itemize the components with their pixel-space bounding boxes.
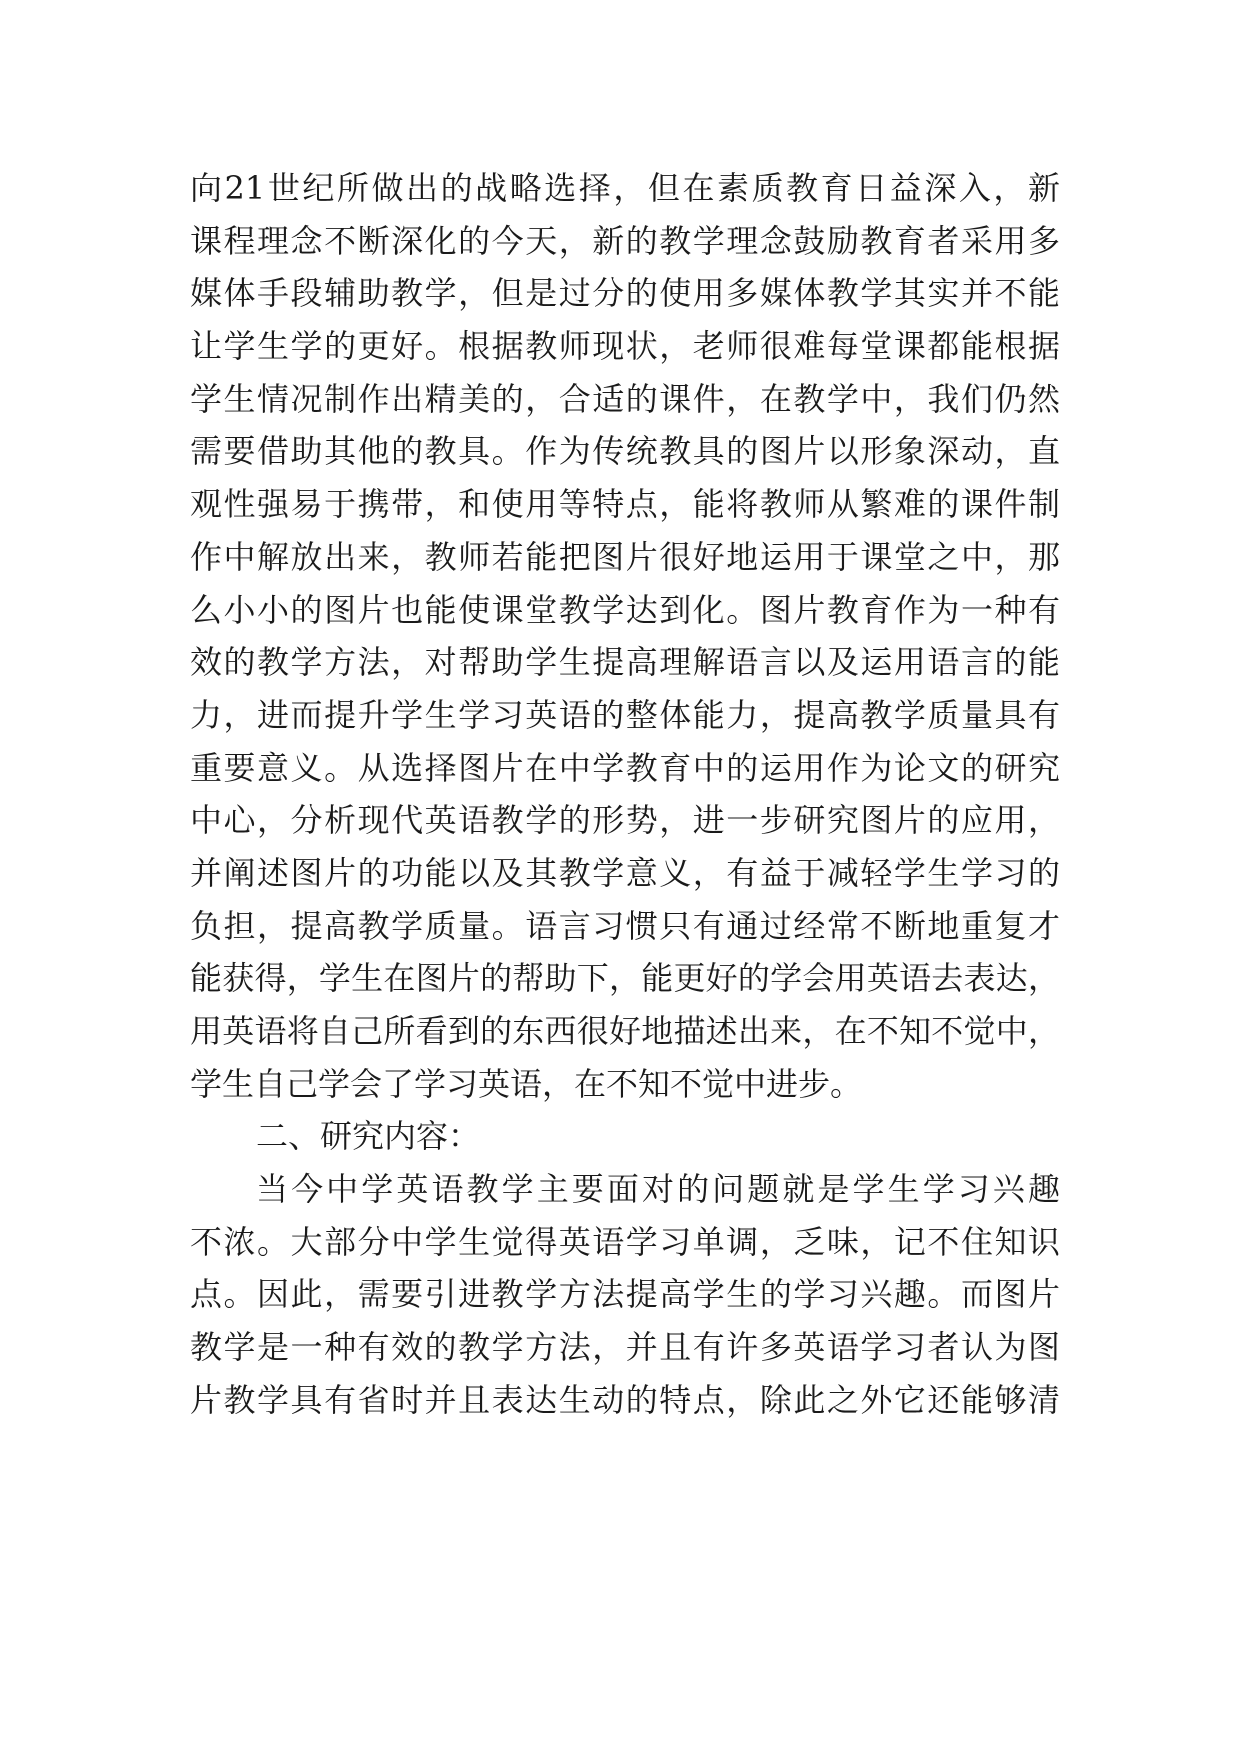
text-line: 能获得，学生在图片的帮助下，能更好的学会用英语去表达， — [190, 959, 1060, 998]
text-line: 媒体手段辅助教学，但是过分的使用多媒体教学其实并不能 — [190, 274, 1060, 313]
text-line: 教学是一种有效的教学方法，并且有许多英语学习者认为图 — [190, 1328, 1060, 1367]
text-line: 课程理念不断深化的今天，新的教学理念鼓励教育者采用多 — [190, 221, 1060, 260]
section-heading: 二、研究内容： — [256, 1117, 481, 1156]
text-line: 点。因此，需要引进教学方法提高学生的学习兴趣。而图片 — [190, 1275, 1060, 1314]
document-body — [190, 162, 1060, 1427]
text-line: 效的教学方法，对帮助学生提高理解语言以及运用语言的能 — [190, 643, 1060, 682]
text-line: 当今中学英语教学主要面对的问题就是学生学习兴趣 — [256, 1170, 1060, 1209]
text-line: 学生自己学会了学习英语，在不知不觉中进步。 — [190, 1064, 863, 1103]
paragraph-2 — [190, 1163, 1060, 1426]
text-line: 学生情况制作出精美的，合适的课件，在教学中，我们仍然 — [190, 379, 1060, 418]
text-line: 让学生学的更好。根据教师现状，老师很难每堂课都能根据 — [190, 327, 1060, 366]
text-line: 不浓。大部分中学生觉得英语学习单调，乏味，记不住知识 — [190, 1222, 1060, 1261]
text-line: 向21世纪所做出的战略选择，但在素质教育日益深入，新 — [190, 169, 1060, 207]
text-line: 中心，分析现代英语教学的形势，进一步研究图片的应用， — [190, 801, 1060, 840]
paragraph-1 — [190, 162, 1060, 1110]
text-line: 力，进而提升学生学习英语的整体能力，提高教学质量具有 — [190, 695, 1060, 734]
text-line: 需要借助其他的教具。作为传统教具的图片以形象深动，直 — [190, 432, 1060, 471]
text-line: 作中解放出来，教师若能把图片很好地运用于课堂之中，那 — [190, 537, 1060, 576]
text-line: 负担，提高教学质量。语言习惯只有通过经常不断地重复才 — [190, 906, 1060, 945]
text-line: 并阐述图片的功能以及其教学意义，有益于减轻学生学习的 — [190, 853, 1060, 892]
text-line: 么小小的图片也能使课堂教学达到化。图片教育作为一种有 — [190, 590, 1060, 629]
text-line: 重要意义。从选择图片在中学教育中的运用作为论文的研究 — [190, 748, 1060, 787]
text-line: 片教学具有省时并且表达生动的特点，除此之外它还能够清 — [190, 1380, 1060, 1419]
text-line: 观性强易于携带，和使用等特点，能将教师从繁难的课件制 — [190, 485, 1060, 524]
text-line: 用英语将自己所看到的东西很好地描述出来，在不知不觉中， — [190, 1012, 1060, 1050]
